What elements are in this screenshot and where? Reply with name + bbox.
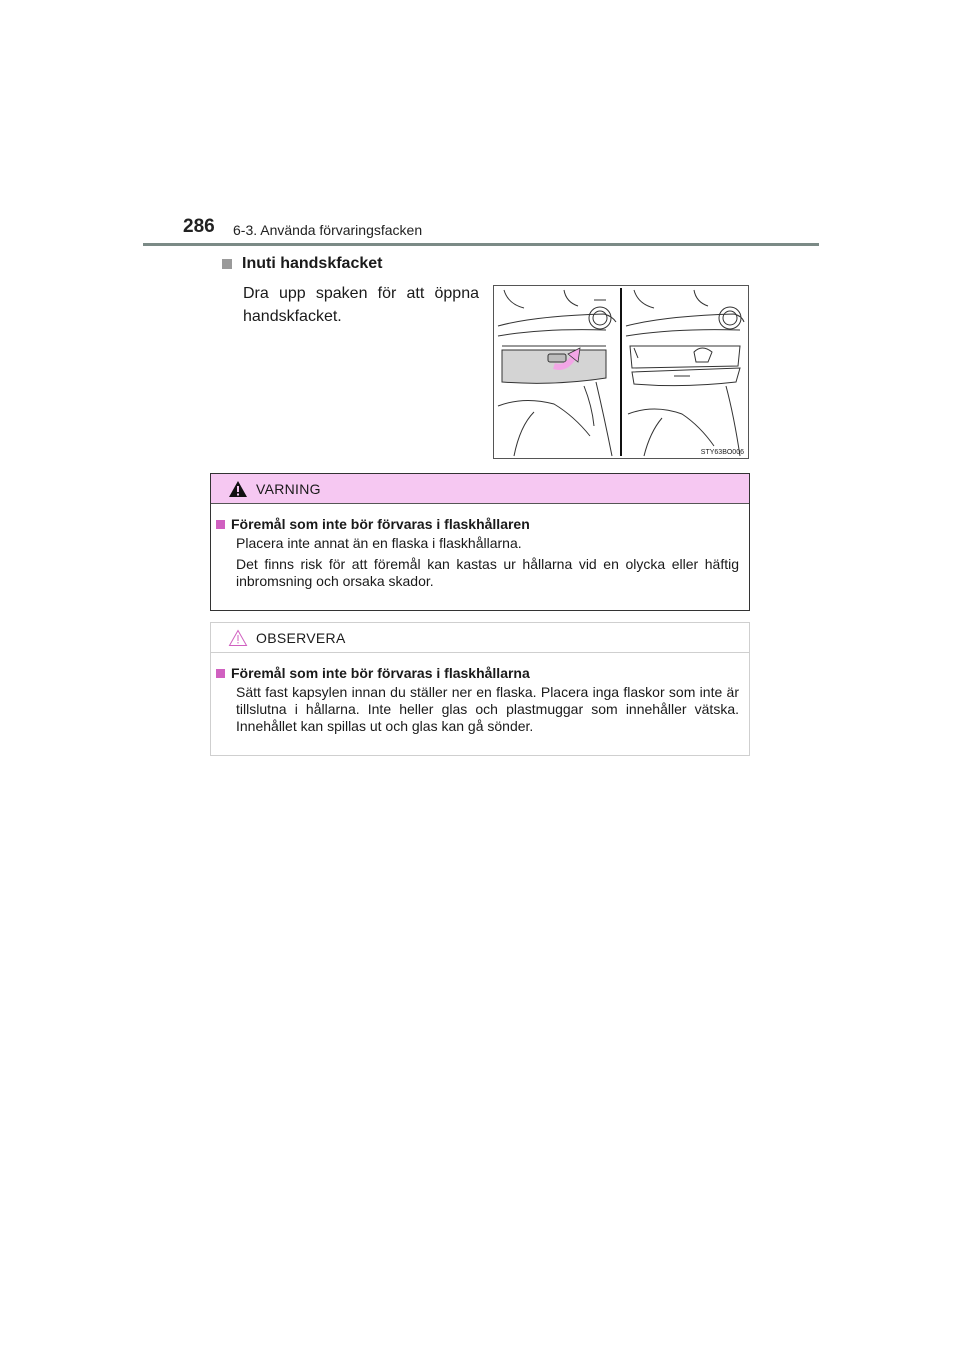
square-bullet-icon (216, 520, 225, 529)
glovebox-drawing (494, 286, 748, 458)
subsection-heading (222, 255, 382, 273)
section-title: 6-3. Använda förvaringsfacken (233, 222, 423, 238)
notice-box (210, 622, 750, 756)
notice-paragraph: Sätt fast kapsylen innan du ställer ner en flaska. Placera inga flaskor som inte är tillslutna i hållarna. Inte heller glas och plastmuggar som innehåller vätska. Innehållet kan spillas ut och glas kan gå sönder. (236, 684, 739, 734)
warning-item-title: Föremål som inte bör förvaras i flaskhållaren (231, 516, 530, 532)
warning-paragraph: Placera inte annat än en flaska i flaskhållarna. (236, 535, 522, 551)
warning-header (211, 474, 749, 504)
warning-triangle-icon (228, 480, 248, 498)
square-bullet-icon (222, 259, 232, 269)
notice-label: OBSERVERA (256, 629, 346, 646)
page-number: 286 (183, 216, 215, 237)
warning-box (210, 473, 750, 611)
warning-label: VARNING (256, 480, 321, 497)
subsection-title: Inuti handskfacket (242, 255, 383, 272)
subsection-body: Dra upp spaken för att öppna handskfacket. (243, 285, 479, 325)
glovebox-illustration (493, 285, 749, 459)
caution-triangle-icon (228, 629, 248, 647)
warning-paragraph: Det finns risk för att föremål kan kastas ur hållarna vid en olycka eller häftig inbromsning och orsaka skador. (236, 556, 739, 589)
square-bullet-icon (216, 669, 225, 678)
notice-header (211, 623, 749, 653)
notice-item-title: Föremål som inte bör förvaras i flaskhållarna (231, 665, 530, 681)
warning-item-title-row (216, 516, 739, 532)
notice-item-title-row (216, 665, 739, 681)
header-divider (143, 243, 819, 246)
figure-code: STY63BO006 (700, 449, 744, 456)
